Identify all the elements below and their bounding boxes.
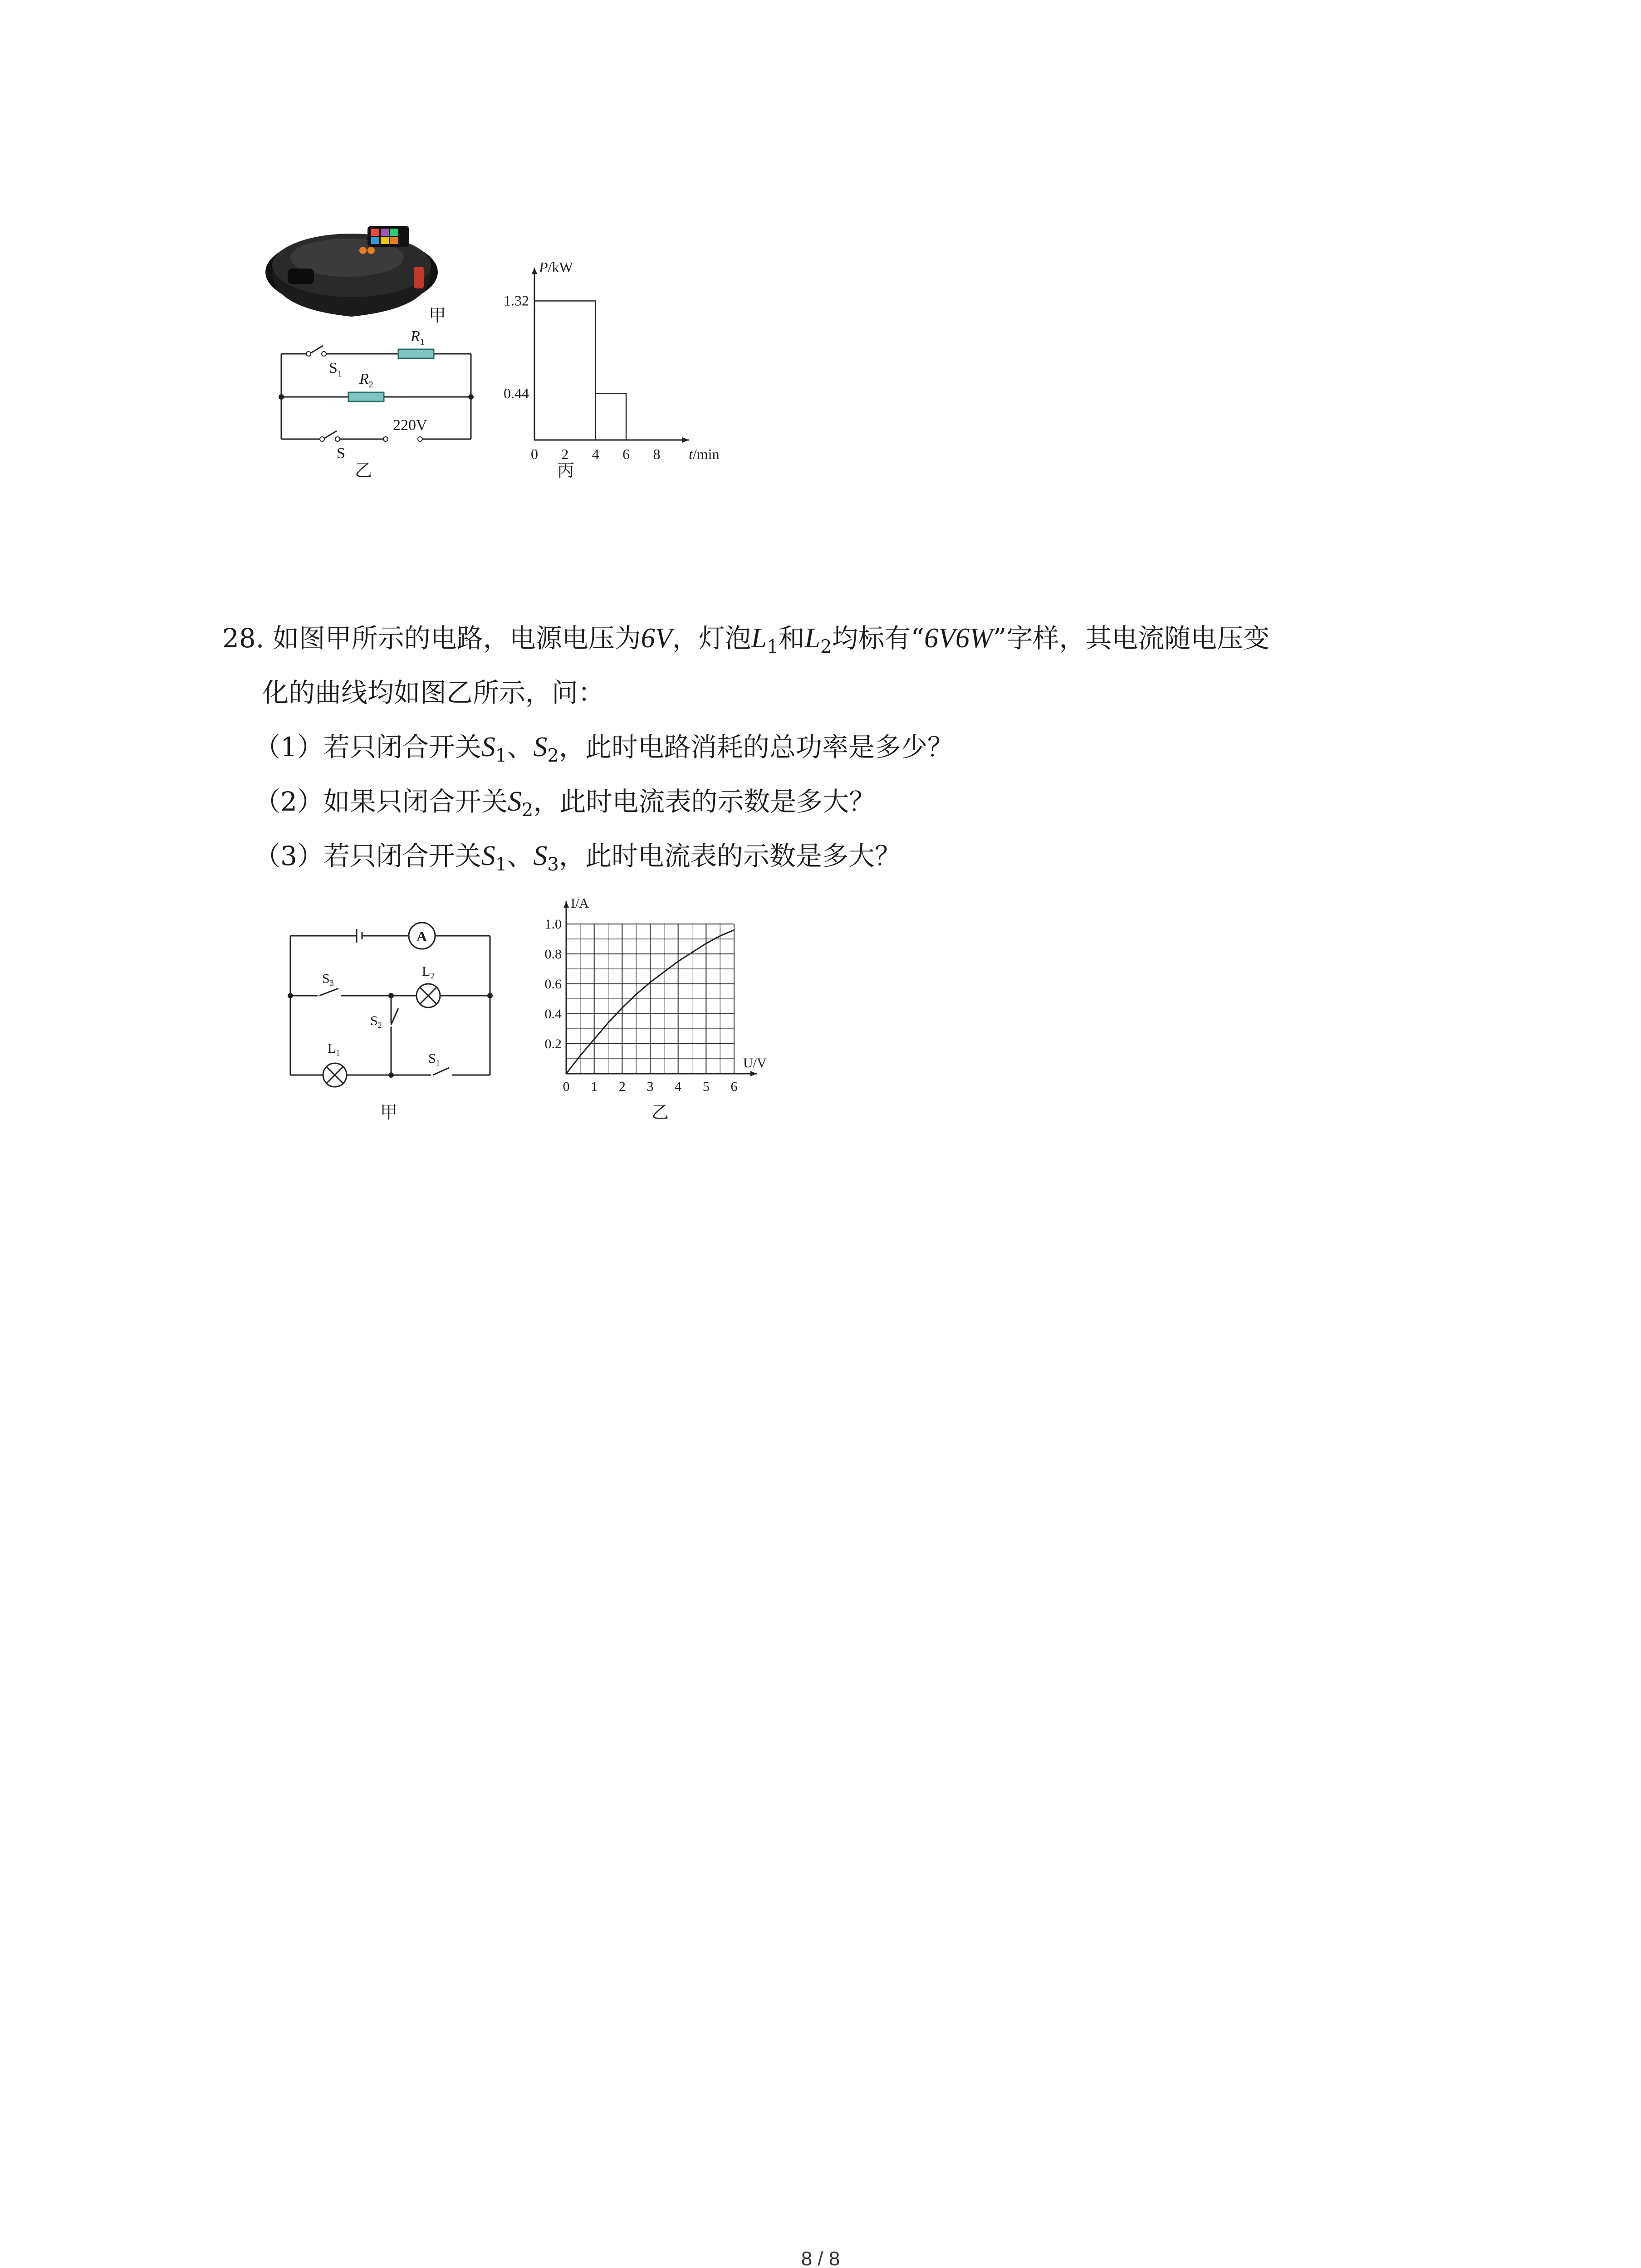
- power-time-chart: [504, 259, 720, 462]
- label-s: S: [337, 445, 345, 462]
- y-tick-label: 1.0: [544, 917, 562, 932]
- caption-jia-top: 甲: [429, 305, 446, 325]
- label-voltage: 220V: [393, 417, 427, 434]
- y-tick-label: 1.32: [504, 292, 529, 309]
- question-28-line1: 28. 如图甲所示的电路，电源电压为6V，灯泡$L_1$和$L_2$均标有“6V6W”字样，其电流随电压变: [222, 623, 1270, 657]
- x-axis-arrow: [682, 437, 689, 443]
- x-axis-label: t/min: [689, 446, 720, 462]
- x-tick-label: 0: [531, 446, 538, 462]
- caption-jia-bottom: 甲: [380, 1102, 398, 1122]
- y-tick-label: 0.4: [544, 1007, 562, 1022]
- circuit-diagram-top: [281, 346, 471, 439]
- x-tick-label: 8: [653, 446, 661, 462]
- x-tick-label: 6: [622, 446, 630, 462]
- caption-bing: 丙: [557, 460, 575, 480]
- figure-top: [254, 204, 730, 494]
- caption-yi-top: 乙: [355, 460, 372, 480]
- ammeter-label: A: [416, 928, 427, 944]
- circuit-bottom-nodes: [288, 993, 493, 1078]
- x-tick-label: 4: [592, 446, 599, 462]
- power-step-1: [534, 301, 596, 440]
- y-axis-arrow: [532, 268, 537, 274]
- question-28-part3: （3）若只闭合开关$S_1$、$S_3$，此时电流表的示数是多大？: [254, 841, 901, 875]
- label-s3: $S_3$: [322, 971, 334, 987]
- x-axis-label: U/V: [743, 1056, 767, 1070]
- label-r2: $R_2$: [359, 371, 373, 390]
- y-axis-arrow: [563, 901, 569, 908]
- caption-yi-bottom: 乙: [652, 1102, 669, 1122]
- power-step-2: [596, 394, 626, 440]
- y-tick-label: 0.6: [544, 977, 562, 992]
- y-axis-label: P/kW: [539, 259, 573, 275]
- x-tick-label: 1: [591, 1079, 598, 1094]
- x-tick-label: 3: [647, 1079, 654, 1094]
- question-28-part2: （2）如果只闭合开关$S_2$，此时电流表的示数是多大？: [254, 786, 876, 821]
- x-axis-arrow: [750, 1071, 757, 1076]
- x-tick-label: 6: [730, 1079, 738, 1094]
- electric-pan-image: [265, 226, 438, 317]
- label-s1: $S_1$: [329, 360, 342, 379]
- x-tick-label: 5: [702, 1079, 710, 1094]
- x-tick-label: 4: [675, 1079, 682, 1094]
- y-tick-label: 0.2: [544, 1036, 562, 1051]
- page-number: 8 / 8: [801, 2248, 840, 2268]
- y-tick-label: 0.8: [544, 947, 562, 962]
- question-28-line2: 化的曲线均如图乙所示，问：: [262, 677, 605, 708]
- label-s1: $S_1$: [428, 1051, 440, 1067]
- rating-text: 6V6W: [924, 623, 993, 654]
- question-number: 28.: [222, 623, 265, 654]
- label-l1: $L_1$: [328, 1041, 340, 1057]
- circuit-diagram-bottom: [290, 923, 490, 1087]
- question-28-part1: （1）若只闭合开关$S_1$、$S_2$，此时电路消耗的总功率是多少？: [254, 732, 954, 766]
- label-l2: $L_2$: [422, 964, 435, 980]
- label-s2: $S_2$: [370, 1013, 382, 1030]
- x-tick-label: 2: [561, 446, 569, 462]
- x-tick-label: 0: [563, 1079, 570, 1094]
- label-r1: $R_1$: [411, 328, 425, 347]
- figure-bottom: [272, 887, 794, 1132]
- x-tick-label: 2: [618, 1079, 626, 1094]
- y-tick-label: 0.44: [504, 385, 529, 401]
- current-voltage-chart: [545, 896, 767, 1094]
- y-axis-label: I/A: [571, 896, 589, 911]
